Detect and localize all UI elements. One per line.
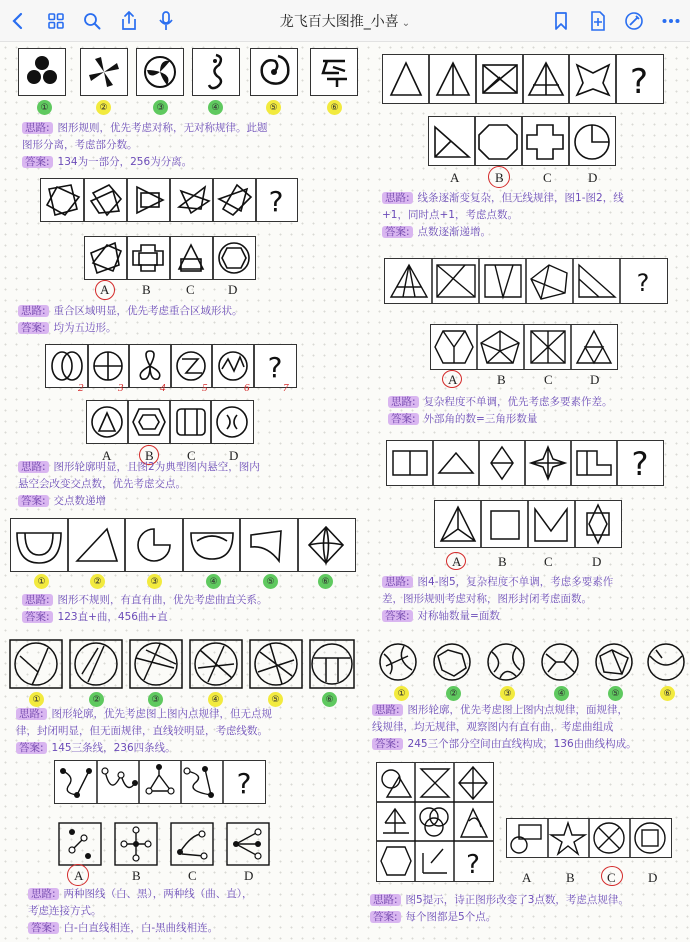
option-label: ⑤ <box>608 686 623 701</box>
note-text: 每个图都是5个点。 <box>405 911 497 923</box>
option-d: D <box>590 372 600 387</box>
question-mark: ? <box>267 351 283 384</box>
figure-cell <box>80 48 128 96</box>
handwritten-number: 7 <box>283 382 289 394</box>
note-text: 交点数递增 <box>53 495 107 507</box>
note-tag: 思路: <box>22 594 53 606</box>
note-text: 外部角的数=三角形数量 <box>423 413 538 425</box>
note-tag: 答案: <box>370 911 401 923</box>
figure-cell <box>250 48 298 96</box>
note-text: 线条逐渐变复杂，但无线规律，图1-图2，线 <box>417 192 624 204</box>
note-block <box>382 190 682 241</box>
option-c: C <box>186 282 195 297</box>
answer-mark <box>446 552 466 570</box>
note-text: 145三条线，236四条线。 <box>51 742 176 754</box>
option-b: B <box>145 448 154 463</box>
option-d: D <box>229 448 239 463</box>
answer-mark <box>601 866 623 886</box>
option-label: ② <box>96 100 111 115</box>
figure-cell <box>18 48 66 96</box>
option-a: A <box>100 282 110 297</box>
notebook-page[interactable] <box>0 42 690 942</box>
option-label: ⑤ <box>266 100 281 115</box>
add-page-icon[interactable] <box>586 9 610 33</box>
note-text: +1，同时点+1，考虑点数。 <box>382 209 518 221</box>
bookmark-icon[interactable] <box>549 9 573 33</box>
note-text: 差，图形规则考虑对称，图形封闭考虑面数。 <box>382 593 592 605</box>
option-label: ⑤ <box>263 574 278 589</box>
chevron-down-icon: ⌄ <box>401 18 411 29</box>
note-block <box>28 886 358 937</box>
option-d: D <box>648 870 658 885</box>
note-text: 对称轴数量=面数 <box>417 610 500 622</box>
handwritten-number: 3 <box>118 382 124 394</box>
option-b: B <box>495 170 504 185</box>
note-tag: 答案: <box>372 738 403 750</box>
option-label: ⑤ <box>268 692 283 707</box>
note-text: 图形轮廓，优先考虑图上图内点规律，但无点规 <box>51 708 273 720</box>
option-b: B <box>132 868 141 883</box>
options-row <box>84 236 256 280</box>
option-label: ① <box>29 692 44 707</box>
option-c: C <box>543 170 552 185</box>
option-a: A <box>452 554 462 569</box>
option-a: A <box>450 170 460 185</box>
option-c: C <box>607 870 616 885</box>
handwritten-number: 5 <box>202 382 208 394</box>
question-mark: ? <box>629 62 649 102</box>
option-label: ② <box>89 692 104 707</box>
note-tag: 答案: <box>388 413 419 425</box>
figure-row <box>8 638 356 690</box>
answer-mark <box>67 864 89 886</box>
options-row <box>430 324 618 370</box>
figure-row <box>376 640 686 684</box>
option-label: ③ <box>500 686 515 701</box>
more-icon[interactable] <box>659 9 683 33</box>
note-block <box>382 574 682 625</box>
option-d: D <box>588 170 598 185</box>
note-text: 律，封闭明显，但无面规律，直线较明显，考虑线数。 <box>16 725 268 737</box>
note-text: 123直+曲，456曲+直 <box>57 611 168 623</box>
note-block <box>22 120 352 171</box>
option-d: D <box>228 282 238 297</box>
note-text: 图形轮廓，优先考虑图上图内点规律，面规律， <box>407 704 629 716</box>
option-c: C <box>188 868 197 883</box>
note-text: 图4-图5，复杂程度不单调，考虑多要素作 <box>417 576 614 588</box>
figure-row <box>386 440 664 486</box>
question-mark: ? <box>636 269 650 297</box>
figure-cell <box>136 48 184 96</box>
question-mark: ? <box>268 185 284 218</box>
note-tag: 答案: <box>18 322 49 334</box>
note-block <box>372 702 688 753</box>
options-row <box>506 818 672 858</box>
options-row <box>86 400 254 444</box>
note-text: 两种图线（白、黑），两种线（曲、直）， <box>63 888 253 900</box>
note-text: 线规律，均无规律，观察图内有直有曲，考虑曲组成 <box>372 721 614 733</box>
note-tag: 思路: <box>22 122 53 134</box>
note-tag: 答案: <box>18 495 49 507</box>
note-text: 图形轮廓明显，且图2为典型图内悬空，图内 <box>53 461 260 473</box>
option-a: A <box>74 868 84 883</box>
note-tag: 思路: <box>382 192 413 204</box>
figure-grid <box>376 762 494 882</box>
option-c: C <box>544 372 553 387</box>
question-mark: ? <box>236 767 252 800</box>
option-label: ④ <box>554 686 569 701</box>
options-row <box>58 822 270 866</box>
note-text: 图形不规则，有直有曲，优先考虑曲直关系。 <box>57 594 268 606</box>
option-label: ① <box>34 574 49 589</box>
note-tag: 答案: <box>382 226 413 238</box>
options-row <box>434 500 622 548</box>
note-block <box>22 592 352 626</box>
option-b: B <box>497 372 506 387</box>
option-label: ③ <box>148 692 163 707</box>
note-text: 白-白直线相连，白-黑曲线相连。 <box>63 922 219 934</box>
note-block <box>388 394 688 428</box>
option-a: A <box>448 372 458 387</box>
note-block <box>18 459 358 510</box>
note-text: 重合区域明显，优先考虑重合区域形状。 <box>53 305 243 317</box>
note-tag: 答案: <box>22 611 53 623</box>
option-b: B <box>566 870 575 885</box>
note-text: 复杂程度不单调，优先考虑多要素作差。 <box>423 396 613 408</box>
answer-mark <box>95 280 115 300</box>
note-tag: 思路: <box>18 461 49 473</box>
note-tag: 思路: <box>18 305 49 317</box>
note-tag: 答案: <box>28 922 59 934</box>
figure-cell <box>192 48 240 96</box>
note-text: 考虑连接方式。 <box>28 905 102 917</box>
option-label: ② <box>446 686 461 701</box>
option-label: ③ <box>153 100 168 115</box>
option-label: ④ <box>208 692 223 707</box>
handwritten-number: 6 <box>244 382 250 394</box>
handwritten-number: 2 <box>78 382 84 394</box>
note-tag: 答案: <box>22 156 53 168</box>
question-mark: ? <box>631 445 649 483</box>
note-block <box>16 706 356 757</box>
question-mark: ? <box>466 850 480 880</box>
answer-mark <box>442 370 462 388</box>
note-tag: 答案: <box>382 610 413 622</box>
option-label: ④ <box>208 100 223 115</box>
figure-row <box>384 258 668 304</box>
note-tag: 思路: <box>370 894 401 906</box>
note-tag: 思路: <box>388 396 419 408</box>
top-toolbar <box>0 0 690 42</box>
note-tag: 思路: <box>382 576 413 588</box>
note-text: 245三个部分空间由直线构成，136由曲线构成。 <box>407 738 637 750</box>
note-text: 均为五边形。 <box>53 322 117 334</box>
note-tag: 思路: <box>28 888 59 900</box>
option-c: C <box>187 448 196 463</box>
option-label: ⑥ <box>660 686 675 701</box>
note-text: 点数逐渐递增。 <box>417 226 492 238</box>
figure-row <box>382 54 664 104</box>
option-c: C <box>544 554 553 569</box>
option-d: D <box>592 554 602 569</box>
options-row <box>428 116 616 166</box>
note-tag: 思路: <box>372 704 403 716</box>
option-b: B <box>498 554 507 569</box>
handwritten-number: 4 <box>160 382 166 394</box>
note-text: 图形规则，优先考虑对称，无对称规律。此题 <box>57 122 268 134</box>
pen-icon[interactable] <box>622 9 646 33</box>
figure-row <box>54 760 266 804</box>
answer-mark <box>488 166 510 188</box>
option-label: ② <box>90 574 105 589</box>
option-label: ⑥ <box>318 574 333 589</box>
option-label: ④ <box>206 574 221 589</box>
note-tag: 答案: <box>16 742 47 754</box>
option-b: B <box>142 282 151 297</box>
note-block <box>370 892 688 926</box>
figure-row <box>40 178 298 222</box>
option-label: ⑥ <box>322 692 337 707</box>
option-a: A <box>522 870 532 885</box>
figure-row <box>10 518 356 572</box>
option-label: ③ <box>147 574 162 589</box>
note-text: 悬空会改变交点数，优先考虑交点。 <box>18 478 186 490</box>
note-tag: 思路: <box>16 708 47 720</box>
note-text: 图形分离，考虑部分数。 <box>22 139 138 151</box>
document-title-text: 龙飞百大图推_小喜 <box>279 14 399 30</box>
note-text: 134为一部分，256为分离。 <box>57 156 193 168</box>
note-block <box>18 303 358 337</box>
option-label: ① <box>37 100 52 115</box>
option-d: D <box>244 868 254 883</box>
figure-cell <box>310 48 358 96</box>
option-label: ⑥ <box>327 100 342 115</box>
option-label: ① <box>394 686 409 701</box>
option-a: A <box>102 448 112 463</box>
note-text: 图5提示，诗正图形改变了3点数，考虑点规律。 <box>405 894 629 906</box>
